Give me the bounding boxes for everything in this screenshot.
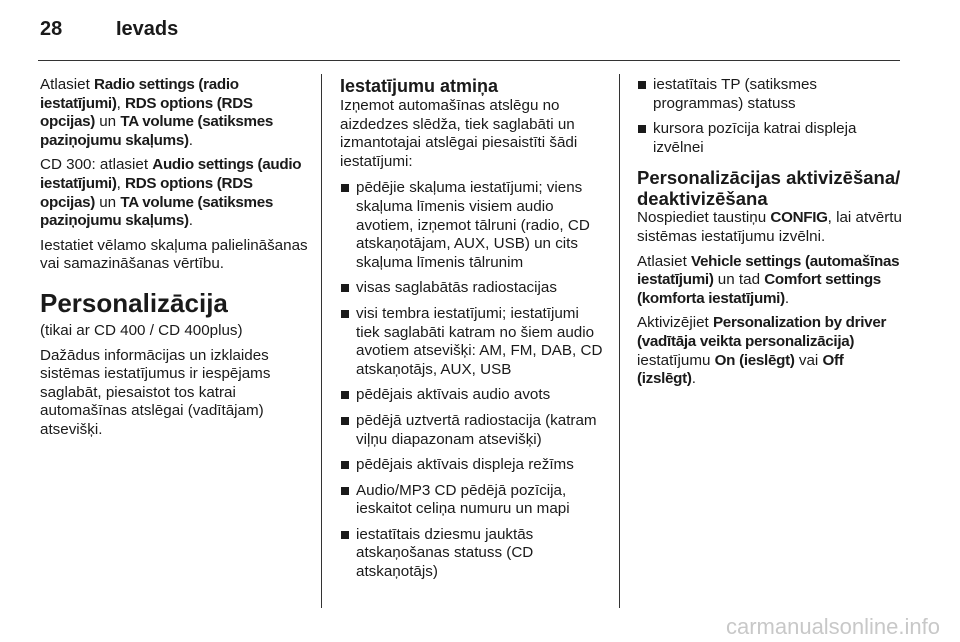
watermark: carmanualsonline.info <box>725 614 940 639</box>
list-item: iestatītais TP (satiksmes programmas) statuss <box>637 76 902 113</box>
settings-list <box>340 179 605 581</box>
bullet-icon <box>341 461 349 469</box>
bullet-icon <box>341 284 349 292</box>
bullet-icon <box>638 81 646 89</box>
paragraph: Iestatiet vēlamo skaļuma palielināšanas vai samazināšanas vērtību. <box>40 236 308 273</box>
subsection-heading: Personalizācijas aktivizēšana/ deaktivizēšana <box>637 167 901 210</box>
paragraph: Izņemot automašīnas atslēgu no aizdedzes slēdža, tiek saglabāti un izmantotajai atslēgai piesaistīti šādi iestatījumi: <box>340 97 578 170</box>
paragraph: (tikai ar CD 400 / CD 400plus) <box>40 321 243 339</box>
settings-list <box>637 76 902 157</box>
bullet-icon <box>341 487 349 495</box>
paragraph: Nospiediet taustiņu CONFIG, lai atvērtu sistēmas iestatījumu izvēlni. <box>637 209 902 245</box>
bullet-icon <box>341 417 349 425</box>
paragraph: CD 300: atlasiet Audio settings (audio iestatījumi), RDS options (RDS opcijas) un TA volume (satiksmes paziņojumu skaļums). <box>40 156 302 230</box>
page-number: 28 <box>40 18 63 40</box>
column-divider <box>321 74 322 608</box>
list-item: pēdējie skaļuma iestatījumi; viens skaļuma līmenis visiem audio avotiem, izņemot tālruni (radio, CD atskaņotājam, AUX, USB) un cits skaļuma līmenis tālrunim <box>340 179 605 272</box>
list-item: pēdējais aktīvais audio avots <box>340 386 605 405</box>
section-heading: Personalizācija <box>40 287 228 318</box>
subsection-heading: Iestatījumu atmiņa <box>340 76 499 96</box>
paragraph: Atlasiet Vehicle settings (automašīnas iestatījumi) un tad Comfort settings (komforta iestatījumi). <box>637 252 900 307</box>
list-item: pēdējā uztvertā radiostacija (katram viļņu diapazonam atsevišķi) <box>340 412 605 449</box>
bullet-icon <box>638 125 646 133</box>
column-1 <box>40 76 310 446</box>
header-rule <box>38 60 900 61</box>
bullet-icon <box>341 391 349 399</box>
bullet-icon <box>341 184 349 192</box>
list-item: iestatītais dziesmu jauktās atskaņošanas statuss (CD atskaņotājs) <box>340 526 605 582</box>
list-item: kursora pozīcija katrai displeja izvēlnei <box>637 120 902 157</box>
list-item: visas saglabātās radiostacijas <box>340 279 605 298</box>
paragraph: Aktivizējiet Personalization by driver (vadītāja veikta personalizācija) iestatījumu On (ieslēgt) vai Off (izslēgt). <box>637 314 887 388</box>
paragraph: Atlasiet Radio settings (radio iestatījumi), RDS options (RDS opcijas) un TA volume (satiksmes paziņojumu skaļums). <box>40 76 274 149</box>
list-item: Audio/MP3 CD pēdējā pozīcija, ieskaitot celiņa numuru un mapi <box>340 482 605 519</box>
bullet-icon <box>341 531 349 539</box>
section-title: Ievads <box>116 18 179 40</box>
list-item: pēdējais aktīvais displeja režīms <box>340 456 605 475</box>
paragraph: Dažādus informācijas un izklaides sistēmas iestatījumus ir iespējams saglabāt, piesaistot tos katrai automašīnas atslēgai (vadītājam) atsevišķi. <box>40 346 271 438</box>
column-3 <box>637 76 902 395</box>
list-item: visi tembra iestatījumi; iestatījumi tiek saglabāti katram no šiem audio avotiem atsevišķi: AM, FM, DAB, CD atskaņotājs, AUX, USB <box>340 305 605 379</box>
bullet-icon <box>341 310 349 318</box>
column-2 <box>340 76 605 589</box>
column-divider <box>619 74 620 608</box>
page-header <box>40 18 178 48</box>
